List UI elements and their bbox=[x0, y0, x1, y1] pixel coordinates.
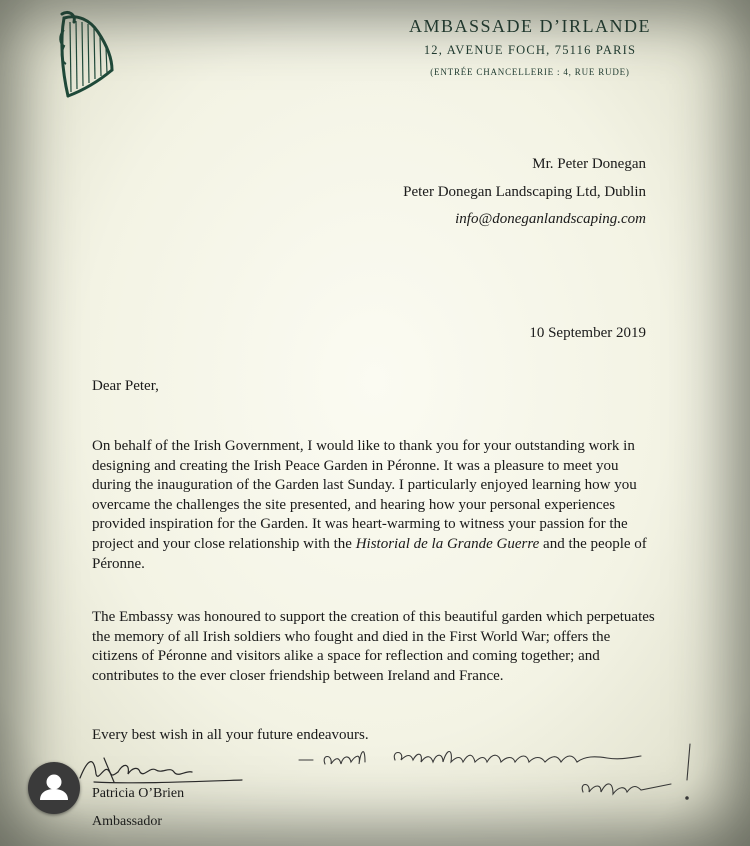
person-icon bbox=[28, 762, 80, 814]
paragraph-line: the memory of all Irish soldiers who fought and died in the First World War; offers the bbox=[92, 628, 611, 645]
line-text: and the people of bbox=[539, 535, 647, 552]
paragraph-line: overcame the challenges the site presented, and hearing how your personal experiences bbox=[92, 496, 616, 513]
signer-name: Patricia O’Brien bbox=[92, 786, 185, 801]
paragraph-line: The Embassy was honoured to support the creation of this beautiful garden which perpetuates bbox=[92, 609, 655, 625]
signer-role: Ambassador bbox=[92, 814, 162, 829]
user-avatar-icon[interactable] bbox=[28, 762, 80, 814]
body-paragraph-2 bbox=[92, 608, 655, 686]
paragraph-line bbox=[92, 535, 652, 555]
handwritten-note bbox=[295, 742, 705, 812]
embassy-chancellery: (ENTRÉE CHANCELLERIE : 4, RUE RUDE) bbox=[430, 67, 630, 77]
paragraph-line: during the inauguration of the Garden last Sunday. I particularly enjoyed learning how you bbox=[92, 477, 637, 494]
paragraph-line: citizens of Péronne and visitors alike a space for reflection and coming together; and bbox=[92, 648, 600, 665]
harp-icon bbox=[54, 10, 118, 102]
historial-title: Historial de la Grande Guerre bbox=[355, 535, 540, 552]
closing-line: Every best wish in all your future endeavours. bbox=[92, 727, 369, 743]
paragraph-line: provided inspiration for the Garden. It was heart-warming to witness your passion for the bbox=[92, 516, 628, 533]
paragraph-line: contributes to the ever closer friendship between Ireland and France. bbox=[92, 667, 504, 684]
recipient-name: Mr. Peter Donegan bbox=[532, 156, 646, 172]
embassy-address: 12, AVENUE FOCH, 75116 PARIS bbox=[423, 43, 637, 57]
body-paragraph-1 bbox=[92, 437, 652, 574]
line-text: project and your close relationship with the bbox=[92, 535, 356, 552]
embassy-title: AMBASSADE D’IRLANDE bbox=[408, 16, 651, 36]
recipient-company: Peter Donegan Landscaping Ltd, Dublin bbox=[403, 184, 646, 200]
paragraph-line: Péronne. bbox=[92, 555, 145, 572]
paragraph-line: On behalf of the Irish Government, I would like to thank you for your outstanding work in bbox=[92, 438, 635, 454]
paragraph-line: designing and creating the Irish Peace Garden in Péronne. It was a pleasure to meet you bbox=[92, 457, 619, 474]
recipient-email: info@doneganlandscaping.com bbox=[455, 211, 646, 227]
greeting: Dear Peter, bbox=[92, 378, 159, 394]
letter-date: 10 September 2019 bbox=[529, 325, 646, 341]
